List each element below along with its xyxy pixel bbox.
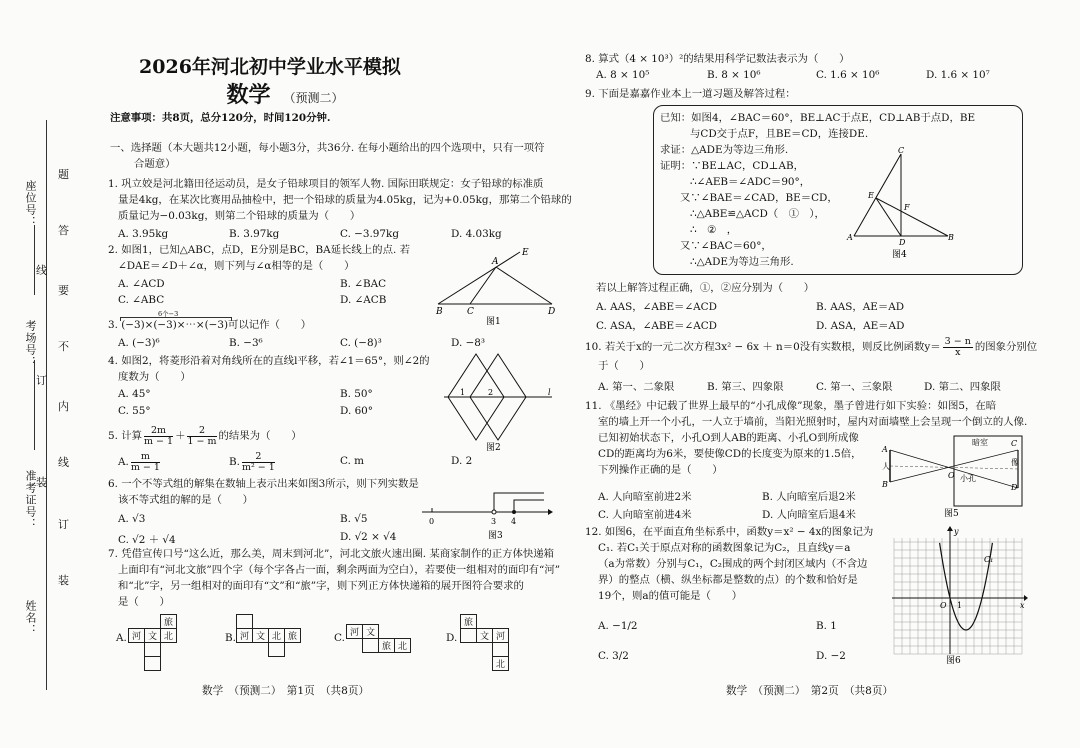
fig5-caption: 图5	[944, 509, 959, 519]
q1-option-a[interactable]: A. 3.95kg	[118, 228, 169, 240]
q7-net-d[interactable]	[460, 614, 509, 671]
net-face: 北	[493, 657, 509, 671]
q11-line: 下列操作正确的是（ ）	[598, 464, 723, 476]
q5-option-a-frac	[131, 452, 160, 473]
fig4-caption: 图4	[892, 250, 907, 260]
fig2-label: 2	[488, 388, 494, 397]
q7-line: 是（ ）	[118, 596, 170, 608]
q5-option-c[interactable]: C. m	[340, 455, 365, 467]
q9-text: 9. 下面是嘉嘉作业本上一道习题及解答过程：	[585, 88, 796, 100]
q9-ask: 若以上解答过程正确，①，②应分别为（ ）	[596, 282, 815, 294]
q10-frac	[943, 337, 973, 358]
q5-frac1	[144, 426, 173, 447]
q8-option-c[interactable]: C. 1.6 × 10⁶	[816, 69, 880, 81]
q11-line: 已知初始状态下，小孔O到人AB的距离、小孔O到所成像	[598, 432, 859, 444]
q7-net-a[interactable]	[128, 614, 193, 671]
q5-pre: 5. 计算	[108, 430, 142, 442]
subject-line	[0, 78, 540, 109]
q5-frac2-num: 2	[187, 426, 216, 437]
q10-text	[585, 336, 1037, 358]
figure-2	[440, 350, 560, 454]
net-face: 北	[395, 639, 411, 653]
fig5-label: O	[948, 471, 955, 480]
q10-frac-num: 3 − n	[944, 335, 971, 347]
q10-option-b[interactable]: B. 第三、四象限	[707, 381, 784, 393]
fig1-label: E	[522, 248, 529, 258]
figure-1	[430, 246, 560, 328]
seal-char: 线	[58, 456, 69, 469]
fig6-grid	[894, 538, 1022, 654]
q5-opt-a-num: m	[131, 452, 160, 463]
q9-option-d[interactable]: D. ASA，AE＝AD	[816, 320, 905, 332]
net-face: 文	[363, 625, 379, 639]
q4-option-c[interactable]: C. 55°	[118, 405, 151, 417]
q5-option-d[interactable]: D. 2	[451, 455, 473, 467]
q3-option-b[interactable]: B. −3⁶	[229, 337, 263, 349]
q3-text: 3. (−3)×(−3)×⋯×(−3)可以记作（ ）	[108, 319, 312, 331]
q5-text	[108, 424, 302, 448]
q12-line: C₁. 若C₁关于原点对称的函数图象记为C₂，且直线y＝a	[598, 542, 851, 554]
q6-option-b[interactable]: B. √5	[340, 513, 368, 525]
notice	[110, 110, 330, 127]
fig3-caption: 图3	[488, 531, 503, 541]
q2-line: ∠DAE＝∠D＋∠α，则下列与∠α相等的是（ ）	[118, 260, 355, 272]
fig5-label: A	[882, 445, 888, 454]
q10-post: 的图象分别位	[974, 341, 1038, 353]
fig5-label: D	[1011, 483, 1018, 492]
ticket-blank	[34, 360, 35, 450]
seal-char: 内	[58, 400, 69, 413]
q9-box-line: 已知：如图4，∠BAC＝60°，BE⊥AC于点E，CD⊥AB于点D，BE	[660, 112, 976, 124]
fig4-label: F	[904, 203, 910, 212]
q12-option-c[interactable]: C. 3/2	[598, 650, 629, 662]
fig6-label: 1	[957, 601, 963, 610]
q5-plus: ＋	[175, 430, 186, 442]
q3-overbrace-label: 6个−3	[158, 310, 179, 318]
fig2-label: l	[548, 388, 551, 397]
section-heading-2: 合题意）	[134, 158, 176, 170]
q5-frac1-num: 2m	[144, 426, 173, 437]
seal-char: 线	[36, 264, 47, 277]
fig3-tick: 3	[491, 517, 497, 526]
q11-line: 11. 《墨经》中记载了世界上最早的“小孔成像”现象，墨子曾进行如下实验：如图5，在暗	[585, 400, 997, 412]
fig6-label: C₁	[984, 555, 994, 564]
q5-option-a-label: A.	[118, 456, 129, 468]
q7-line: 上面印有“河北文旅”四个字（每个字各占一面，剩余两面为空白），若要使一组相对的面印有“河”	[118, 564, 561, 576]
q7-net-b[interactable]	[236, 614, 301, 657]
q7-line: 7. 凭借宣传口号“这么近，那么美，周末到河北”，河北文旅火速出圈. 某商家制作的正方体快递箱	[108, 548, 555, 560]
q5-option-b[interactable]	[229, 450, 277, 474]
q7-line: 和“北”字，另一组相对的面印有“文”和“旅”字，则下列正方体快递箱的展开图符合要求的	[118, 580, 524, 592]
q10-line2: 于（ ）	[598, 360, 650, 372]
q8-text: 8. 算式（4 × 10³）²的结果用科学记数法表示为（ ）	[585, 53, 850, 65]
q4-line: 度数为（ ）	[118, 371, 191, 383]
q7-net-c[interactable]	[346, 624, 411, 653]
fig1-label: B	[436, 307, 443, 317]
q8-option-d[interactable]: D. 1.6 × 10⁷	[926, 69, 990, 81]
q9-option-a[interactable]: A. AAS，∠ABE＝∠ACD	[596, 301, 717, 313]
notice-text: 共8页，总分120分，时间120分钟.	[161, 112, 331, 124]
fig5-label: 像	[1011, 458, 1019, 467]
seal-char: 订	[36, 374, 47, 387]
figure-3	[420, 486, 554, 546]
q5-option-b-label: B.	[229, 456, 240, 468]
net-face: 文	[145, 629, 161, 643]
q5-post: 的结果为（ ）	[218, 430, 302, 442]
q7-option-a-label[interactable]: A.	[116, 632, 127, 644]
figure-6	[882, 526, 1028, 666]
exam-title: 2026年河北初中学业水平模拟	[139, 56, 401, 78]
q3-option-d[interactable]: D. −8³	[451, 337, 486, 349]
ticket-label: 准考证号：	[24, 470, 37, 530]
q5-opt-a-den: m − 1	[130, 461, 160, 473]
q10-option-c[interactable]: C. 第一、三象限	[816, 381, 893, 393]
fig6-caption: 图6	[946, 656, 961, 666]
q5-frac2	[187, 426, 216, 447]
net-face: 河	[237, 629, 253, 643]
subject: 数学	[226, 82, 271, 108]
seal-char: 订	[58, 518, 69, 531]
figure-5	[880, 434, 1028, 520]
q8-option-b[interactable]: B. 8 × 10⁶	[707, 69, 761, 81]
q2-line: 2. 如图1，已知△ABC，点D，E分别是BC，BA延长线上的点. 若	[108, 244, 410, 256]
q12-line: 12. 如图6，在平面直角坐标系中，函数y＝x² − 4x的图象记为	[585, 526, 874, 538]
notice-label: 注意事项：	[110, 112, 162, 124]
fig4-label: B	[948, 233, 954, 242]
fig6-label: O	[940, 601, 947, 610]
q5-option-b-frac	[242, 452, 275, 473]
q1-option-d[interactable]: D. 4.03kg	[451, 228, 502, 240]
fig5-label: 小孔	[960, 474, 976, 483]
q5-frac1-den: m − 1	[144, 435, 174, 447]
footer-left: 数学 （预测二） 第1页 （共8页）	[202, 685, 370, 697]
seal-char: 答	[58, 224, 69, 237]
fig5-label: B	[882, 480, 888, 489]
q1-line: 质量记为−0.03kg，则第二个铅球的质量为（ ）	[118, 210, 361, 222]
q5-opt-b-den: m² − 1	[241, 461, 275, 473]
q9-box-line: ∴ ② ，	[690, 224, 738, 236]
fig6-label: x	[1020, 601, 1025, 610]
q9-option-c[interactable]: C. ASA，∠ABE＝∠ACD	[596, 320, 718, 332]
q4-option-b[interactable]: B. 50°	[340, 388, 373, 400]
fig4-label: D	[899, 238, 906, 247]
q10-option-a[interactable]: A. 第一、二象限	[598, 381, 675, 393]
net-face: 河	[347, 625, 363, 639]
q11-option-d[interactable]: D. 人向暗室后退4米	[762, 509, 856, 521]
q6-line: 6. 一个不等式组的解集在数轴上表示出来如图3所示，则下列实数是	[108, 478, 419, 490]
q9-option-b[interactable]: B. AAS，AE＝AD	[816, 301, 905, 313]
q6-line: 该不等式组的解的是（ ）	[118, 494, 254, 506]
q9-box-line: 又∵∠BAE＝∠CAD，BE＝CD，	[680, 192, 838, 204]
q1-option-b[interactable]: B. 3.97kg	[229, 228, 280, 240]
seal-char: 装	[36, 476, 47, 489]
q10-option-d[interactable]: D. 第二、四象限	[924, 381, 1001, 393]
net-face: 北	[161, 629, 177, 643]
q2-option-c[interactable]: C. ∠ABC	[118, 294, 165, 306]
fig2-label: 1	[460, 388, 466, 397]
seat-label: 座位号：	[24, 180, 37, 228]
net-face: 河	[129, 629, 145, 643]
fig4-label: A	[847, 233, 853, 242]
edition: （预测二）	[283, 91, 344, 105]
q2-option-d[interactable]: D. ∠ACB	[340, 294, 387, 306]
q5-frac2-den: 1 − m	[187, 435, 217, 447]
q11-line: 室的墙上开一个小孔，一人立于墙前，当阳光照射时，屋内对面墙壁上会呈现一个倒立的人像.	[598, 416, 1028, 428]
q11-option-c[interactable]: C. 人向暗室前进4米	[598, 509, 692, 521]
net-face: 文	[253, 629, 269, 643]
q4-line: 4. 如图2，将菱形沿着对角线所在的直线l平移，若∠1＝65°，则∠2的	[108, 355, 430, 367]
fig1-label: A	[492, 257, 499, 267]
q6-option-d[interactable]: D. √2 × √4	[340, 531, 397, 543]
q2-option-a[interactable]: A. ∠ACD	[118, 278, 165, 290]
fig6-label: y	[954, 527, 959, 536]
q3-option-c[interactable]: C. (−8)³	[340, 337, 382, 349]
q1-option-c[interactable]: C. −3.97kg	[340, 228, 399, 240]
fig4-label: E	[868, 191, 874, 200]
q10-frac-den: x	[955, 346, 961, 358]
name-label: 姓名：	[24, 600, 37, 636]
fig1-label: D	[548, 307, 556, 317]
binding-line	[46, 120, 47, 690]
q6-option-c[interactable]: C. √2 ＋ √4	[118, 534, 176, 546]
q1-line: 1. 巩立姣是河北籍田径运动员，是女子铅球项目的领军人物. 国际田联规定：女子铅球的标准质	[108, 178, 544, 190]
q11-option-b[interactable]: B. 人向暗室后退2米	[762, 491, 856, 503]
fig1-label: C	[467, 307, 474, 317]
q5-option-a[interactable]	[118, 450, 162, 474]
seal-char: 要	[58, 284, 69, 297]
q10-pre: 10. 若关于x的一元二次方程3x² − 6x ＋ n＝0没有实数根，则反比例函数y＝	[585, 341, 941, 353]
q4-option-a[interactable]: A. 45°	[118, 388, 151, 400]
q8-option-a[interactable]: A. 8 × 10⁵	[596, 69, 650, 81]
q9-box-line: ∴△ABE≌△ACD（ ① ），	[690, 208, 825, 220]
net-face: 北	[269, 629, 285, 643]
q2-option-b[interactable]: B. ∠BAC	[340, 278, 387, 290]
q9-box-line: 证明：∵BE⊥AC，CD⊥AB，	[660, 160, 804, 172]
q11-line: CD的距离均为6米，要使像CD的长度变为原来的1.5倍，	[598, 448, 862, 460]
section-heading-1: 一、选择题（本大题共12小题，每小题3分，共36分. 在每小题给出的四个选项中，只有一项符	[110, 142, 545, 154]
q1-line: 量是4kg，在某次比赛用品抽检中，把一个铅球的质量为4.05kg，记为+0.05kg，那第二个铅球的	[118, 194, 572, 206]
seal-char: 不	[58, 340, 69, 353]
q3-option-a[interactable]: A. (−3)⁶	[118, 337, 160, 349]
q9-box-line: ∴∠AEB＝∠ADC＝90°，	[690, 176, 811, 188]
seal-char: 题	[58, 168, 69, 181]
fig3-tick: 0	[429, 517, 435, 526]
fig5-label: 人	[882, 462, 890, 471]
q4-option-d[interactable]: D. 60°	[340, 405, 373, 417]
fig5-label: C	[1011, 439, 1018, 448]
q12-option-a[interactable]: A. −1/2	[598, 620, 638, 632]
q7-option-c-label[interactable]: C.	[334, 632, 345, 644]
exam-room-label: 考场号：	[24, 320, 37, 368]
q12-line: 19个，则a的值可能是（ ）	[598, 590, 743, 602]
q9-box-line: 求证：△ADE为等边三角形.	[660, 144, 789, 156]
fig4-label: C	[898, 146, 905, 155]
net-face: 旅	[285, 629, 301, 643]
q9-box-line: ∴△ADE为等边三角形.	[690, 256, 794, 268]
net-face: 旅	[379, 639, 395, 653]
net-face: 旅	[161, 615, 177, 629]
q12-option-b[interactable]: B. 1	[816, 620, 837, 632]
q7-option-d-label[interactable]: D.	[446, 632, 458, 644]
q12-line: （a为常数）分别与C₁，C₂围成的两个封闭区域内（不含边	[598, 558, 868, 570]
q9-box-line: 又∵∠BAC＝60°，	[680, 240, 772, 252]
fig2-caption: 图2	[486, 443, 501, 453]
q7-option-b-label[interactable]: B.	[225, 632, 236, 644]
q9-box-line: 与CD交于点F，且BE＝CD，连接DE.	[690, 128, 869, 140]
net-face: 文	[477, 629, 493, 643]
q5-opt-b-num: 2	[242, 452, 275, 463]
seal-char: 装	[58, 574, 69, 587]
net-face: 河	[493, 629, 509, 643]
q12-option-d[interactable]: D. −2	[816, 650, 846, 662]
net-face: 旅	[461, 615, 477, 629]
fig3-tick: 4	[511, 517, 517, 526]
figure-4	[846, 146, 956, 262]
q12-line: 界）的整点（横、纵坐标都是整数的点）的个数和恰好是	[598, 574, 858, 586]
fig1-caption: 图1	[486, 317, 501, 327]
fig5-label: 暗室	[972, 438, 988, 447]
footer-right: 数学 （预测二） 第2页 （共8页）	[726, 685, 894, 697]
q6-option-a[interactable]: A. √3	[118, 513, 146, 525]
exam-room-blank	[34, 225, 35, 295]
q11-option-a[interactable]: A. 人向暗室前进2米	[598, 491, 692, 503]
